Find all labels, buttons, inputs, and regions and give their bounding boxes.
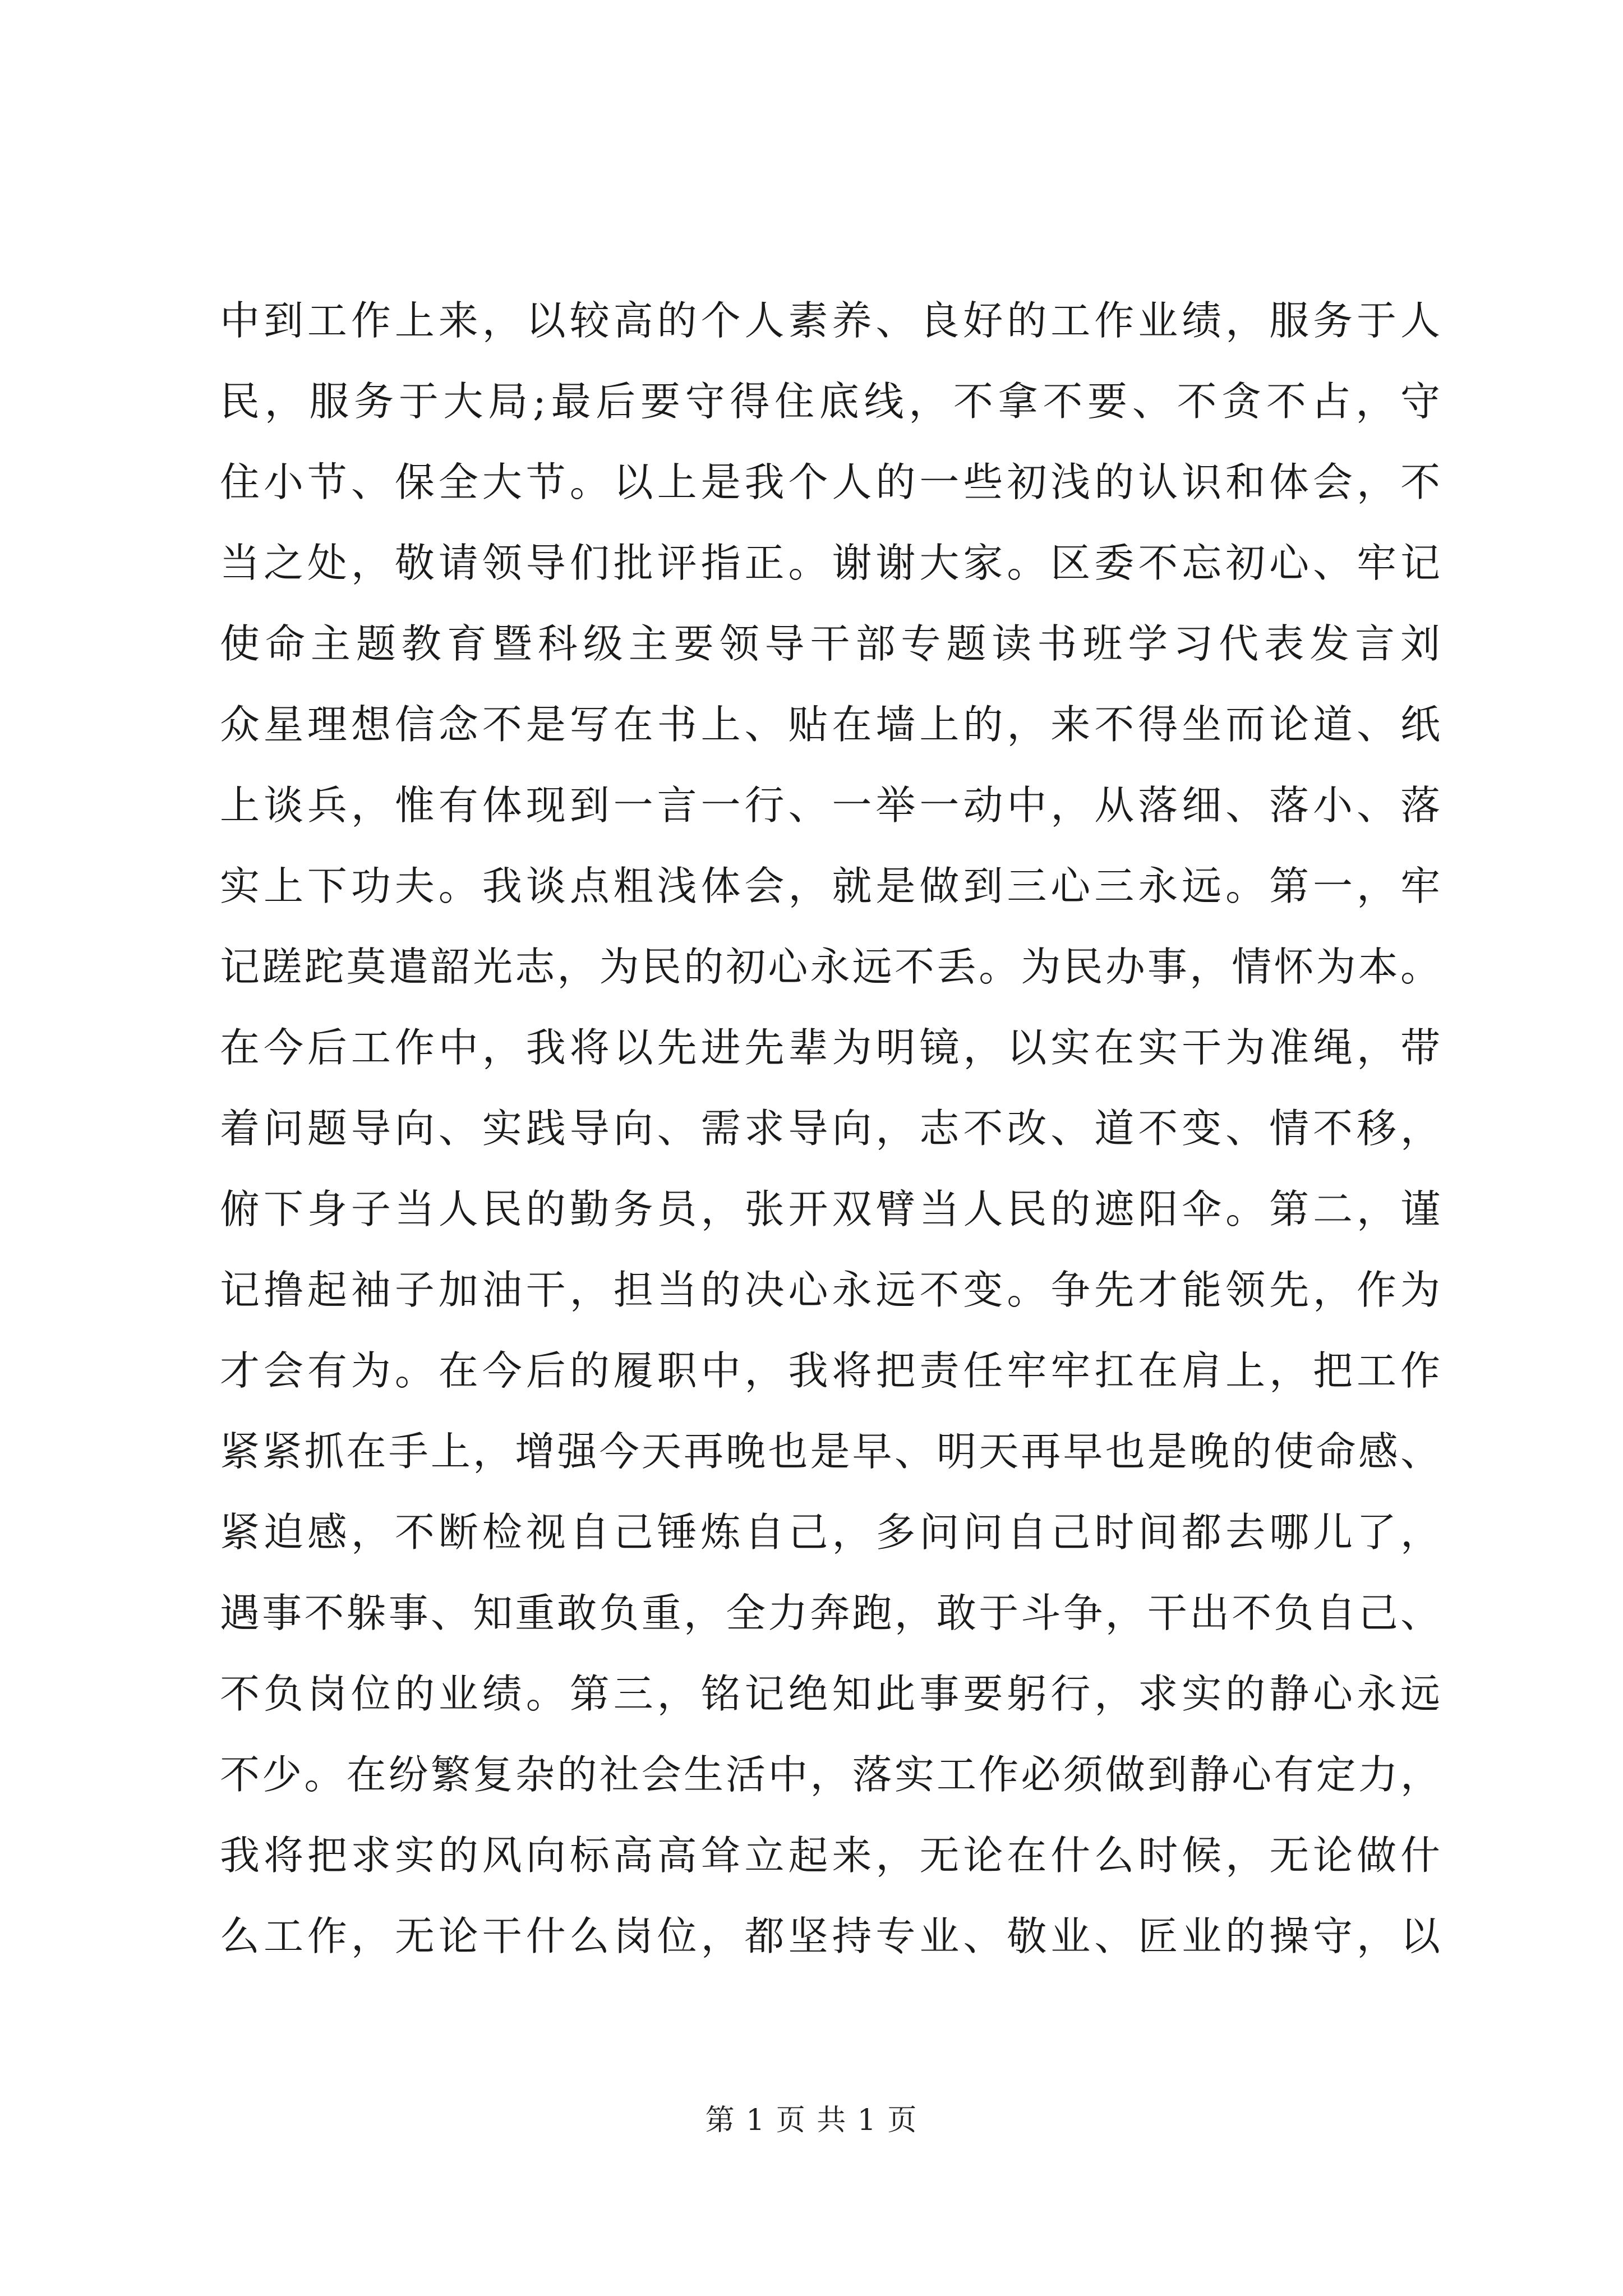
text-line: 使命主题教育暨科级主要领导干部专题读书班学习代表发言刘	[220, 620, 1442, 667]
text-line: 才会有为。在今后的履职中，我将把责任牢牢扛在肩上，把工作	[220, 1347, 1442, 1394]
text-line: 么工作，无论干什么岗位，都坚持专业、敬业、匠业的操守，以	[220, 1913, 1442, 1959]
text-line: 俯下身子当人民的勤务员，张开双臂当人民的遮阳伞。第二，谨	[220, 1186, 1442, 1232]
text-line: 在今后工作中，我将以先进先辈为明镜，以实在实干为准绳，带	[220, 1024, 1442, 1071]
text-line: 记撸起袖子加油干，担当的决心永远不变。争先才能领先，作为	[220, 1267, 1442, 1313]
text-line: 记蹉跎莫遣韶光志，为民的初心永远不丢。为民办事，情怀为本。	[220, 944, 1442, 990]
text-line: 住小节、保全大节。以上是我个人的一些初浅的认识和体会，不	[220, 459, 1442, 505]
text-line: 中到工作上来，以较高的个人素养、良好的工作业绩，服务于人	[220, 297, 1442, 344]
text-line: 众星理想信念不是写在书上、贴在墙上的，来不得坐而论道、纸	[220, 701, 1442, 748]
text-line: 不负岗位的业绩。第三，铭记绝知此事要躬行，求实的静心永远	[220, 1671, 1442, 1717]
text-line: 着问题导向、实践导向、需求导向，志不改、道不变、情不移，	[220, 1105, 1442, 1152]
text-line: 不少。在纷繁复杂的社会生活中，落实工作必须做到静心有定力，	[220, 1751, 1442, 1798]
text-line: 紧紧抓在手上，增强今天再晚也是早、明天再早也是晚的使命感、	[220, 1428, 1442, 1475]
body-text	[220, 280, 1442, 1977]
text-line: 我将把求实的风向标高高耸立起来，无论在什么时候，无论做什	[220, 1832, 1442, 1879]
text-line: 实上下功夫。我谈点粗浅体会，就是做到三心三永远。第一，牢	[220, 863, 1442, 909]
text-line: 紧迫感，不断检视自己锤炼自己，多问问自己时间都去哪儿了，	[220, 1509, 1442, 1556]
text-line: 民，服务于大局;最后要守得住底线，不拿不要、不贪不占，守	[220, 378, 1442, 425]
text-line: 遇事不躲事、知重敢负重，全力奔跑，敢于斗争，干出不负自己、	[220, 1590, 1442, 1636]
text-line: 上谈兵，惟有体现到一言一行、一举一动中，从落细、落小、落	[220, 782, 1442, 829]
text-line: 当之处，敬请领导们批评指正。谢谢大家。区委不忘初心、牢记	[220, 540, 1442, 586]
page-footer: 第 1 页 共 1 页	[705, 2104, 918, 2137]
